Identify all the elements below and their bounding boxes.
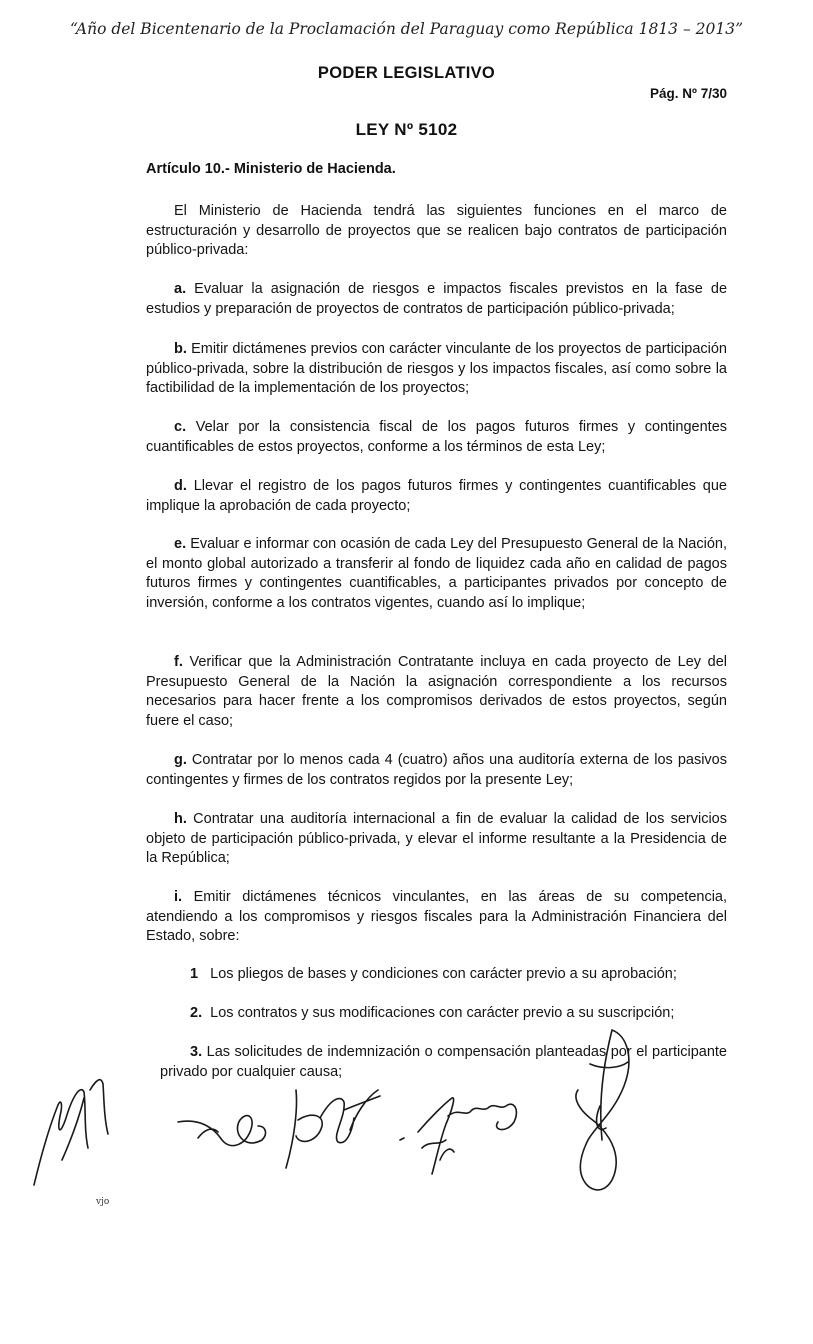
item-text: Contratar una auditoría internacional a fin de evaluar la calidad de los servicios objeto de participación público-privada, y elevar el informe resultante a la Presidencia de la República;: [146, 811, 727, 866]
sub-item-text: Los contratos y sus modificaciones con carácter previo a su suscripción;: [210, 1005, 675, 1021]
sub-item-text: Los pliegos de bases y condiciones con carácter previo a su aprobación;: [210, 966, 677, 982]
list-item-g: [146, 751, 727, 790]
item-letter: e.: [174, 536, 187, 552]
list-item-a: [146, 280, 727, 319]
sub-item-1: [190, 965, 727, 985]
item-letter: c.: [174, 419, 187, 435]
sub-item-3: [160, 1043, 727, 1082]
sub-item-number: 1: [190, 966, 199, 982]
list-item-b: [146, 340, 727, 399]
item-text: Velar por la consistencia fiscal de los pagos futuros firmes y contingentes cuantificables de estos proyectos, conforme a los términos de esta Ley;: [146, 419, 728, 455]
list-item-f: [146, 653, 727, 731]
organization-heading: PODER LEGISLATIVO: [317, 64, 496, 82]
margin-signature-icon: [34, 1080, 108, 1185]
law-title: LEY Nº 5102: [355, 120, 458, 139]
sub-item-number: 3.: [190, 1044, 203, 1060]
item-text: Emitir dictámenes técnicos vinculantes, en las áreas de su competencia, atendiendo a los compromisos y riesgos fiscales para la Administración Financiera del Estado, sobre:: [146, 889, 728, 944]
list-item-d: [146, 477, 727, 516]
page-number: Pág. Nº 7/30: [650, 86, 727, 101]
article-title: Artículo 10.- Ministerio de Hacienda.: [146, 161, 396, 177]
signature-2-icon: [286, 1090, 380, 1168]
item-text: Contratar por lo menos cada 4 (cuatro) años una auditoría externa de los pasivos contingentes y firmes de los contratos regidos por la presente Ley;: [146, 752, 727, 788]
item-text: Llevar el registro de los pagos futuros firmes y contingentes cuantificables que implique la aprobación de cada proyecto;: [146, 478, 727, 514]
list-item-i: [146, 888, 727, 947]
sub-item-number: 2.: [190, 1005, 203, 1021]
list-item-h: [146, 810, 727, 869]
list-item-e: [146, 535, 727, 613]
item-letter: h.: [174, 811, 187, 827]
item-letter: a.: [174, 281, 187, 297]
item-letter: b.: [174, 341, 187, 357]
item-letter: g.: [174, 752, 187, 768]
sub-item-text: Las solicitudes de indemnización o compensación planteadas por el participante privado por cualquier causa;: [160, 1044, 727, 1080]
item-text: Verificar que la Administración Contratante incluya en cada proyecto de Ley del Presupuesto General de la Nación la asignación correspondiente a los recursos necesarios para hacer frente a los compromisos derivados de estos proyectos, según fuere el caso;: [146, 654, 727, 729]
motto-header: “Año del Bicentenario de la Proclamación del Paraguay como República 1813 – 2013”: [69, 20, 744, 38]
article-intro: El Ministerio de Hacienda tendrá las siguientes funciones en el marco de estructuración y desarrollo de proyectos que se realicen bajo contratos de participación público-privada:: [146, 203, 727, 258]
signature-3-icon: [400, 1098, 516, 1174]
sub-item-2: [190, 1004, 727, 1024]
item-letter: i.: [174, 889, 183, 905]
typist-initials: vjo: [96, 1197, 110, 1207]
signature-1-icon: [178, 1116, 265, 1146]
list-item-c: [146, 418, 727, 457]
item-text: Evaluar la asignación de riesgos e impactos fiscales previstos en la fase de estudios y preparación de proyectos de contratos de participación público-privada;: [146, 281, 728, 317]
item-letter: d.: [174, 478, 187, 494]
item-letter: f.: [174, 654, 183, 670]
item-text: Evaluar e informar con ocasión de cada Ley del Presupuesto General de la Nación, el monto global autorizado a transferir al fondo de liquidez cada año en calidad de pagos futuros firmes y contingentes cuantificables, a participantes privados por concepto de inversión, conforme a los contratos vigentes, cuando así lo implique;: [146, 536, 727, 611]
item-text: Emitir dictámenes previos con carácter vinculante de los proyectos de participación público-privada, sobre la distribución de riesgos y los impactos fiscales, así como sobre la factibilidad de la implementación de los proyectos;: [146, 341, 727, 396]
